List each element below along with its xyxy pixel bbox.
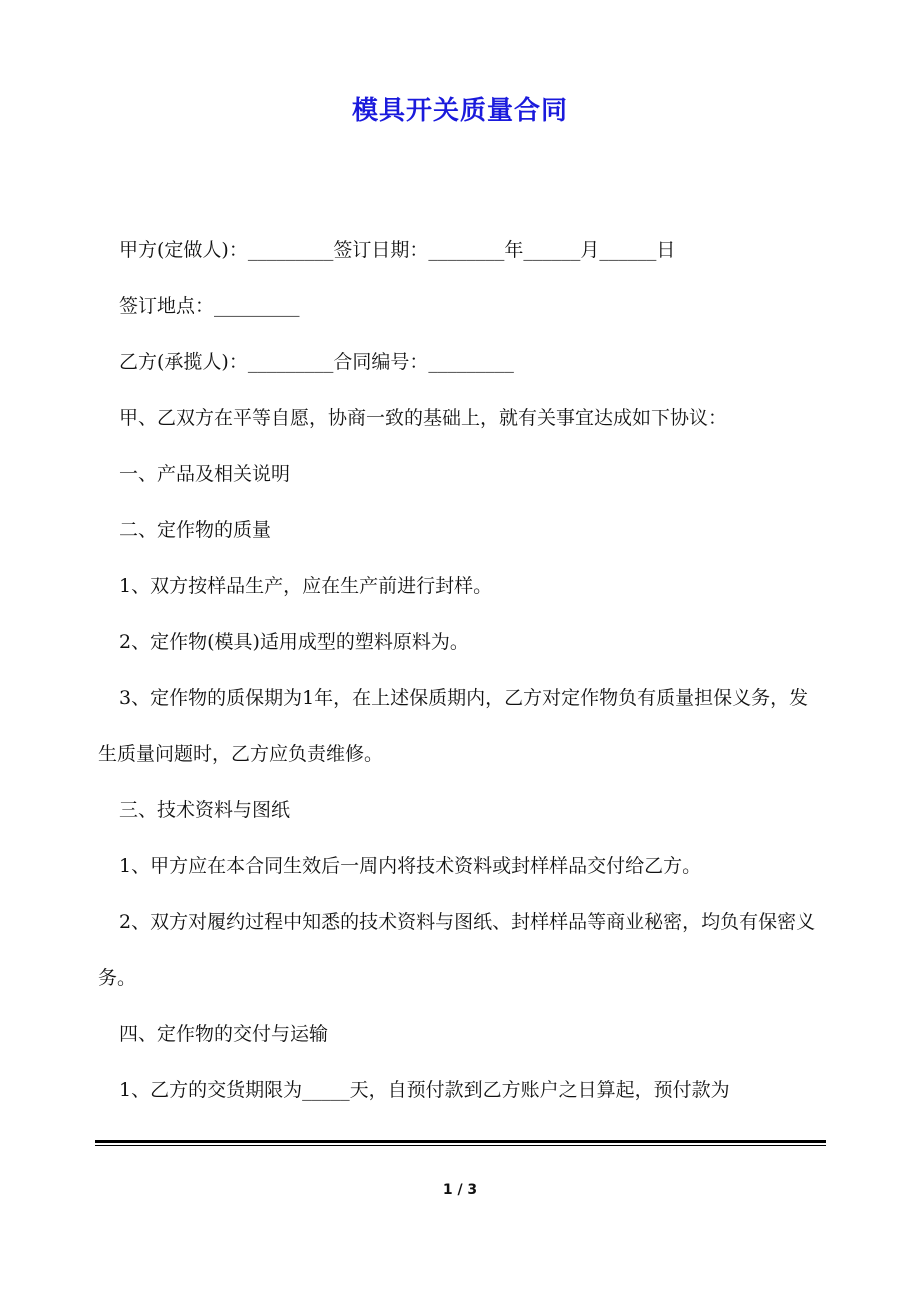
clause-3-2: 2、双方对履约过程中知悉的技术资料与图纸、封样样品等商业秘密，均负有保密义务。 xyxy=(98,911,816,989)
section-heading-1: 一、产品及相关说明 xyxy=(119,463,291,485)
clause-4-1: 1、乙方的交货期限为_____天，自预付款到乙方账户之日算起，预付款为 xyxy=(119,1079,730,1101)
party-b-line: 乙方(承揽人)：_________合同编号：_________ xyxy=(119,351,514,373)
clause-2-2: 2、定作物(模具)适用成型的塑料原料为。 xyxy=(119,631,469,653)
footer-divider-thin xyxy=(95,1145,826,1146)
document-title: 模具开关质量合同 xyxy=(351,96,568,126)
clause-2-3: 3、定作物的质保期为1年，在上述保质期内，乙方对定作物负有质量担保义务，发生质量问题时，乙方应负责维修。 xyxy=(98,687,809,765)
section-heading-2: 二、定作物的质量 xyxy=(119,519,272,541)
clause-3-1: 1、甲方应在本合同生效后一周内将技术资料或封样样品交付给乙方。 xyxy=(119,855,702,877)
footer-divider-thick xyxy=(95,1140,826,1143)
signing-place-line: 签订地点：_________ xyxy=(119,295,300,317)
agreement-intro: 甲、乙双方在平等自愿，协商一致的基础上，就有关事宜达成如下协议： xyxy=(119,407,728,429)
document-body xyxy=(98,222,824,1118)
page-number: 1 / 3 xyxy=(442,1182,478,1198)
clause-2-1: 1、双方按样品生产，应在生产前进行封样。 xyxy=(119,575,493,597)
section-heading-4: 四、定作物的交付与运输 xyxy=(119,1023,329,1045)
party-a-line: 甲方(定做人)：_________签订日期：________年______月______日 xyxy=(119,239,676,261)
section-heading-3: 三、技术资料与图纸 xyxy=(119,799,291,821)
